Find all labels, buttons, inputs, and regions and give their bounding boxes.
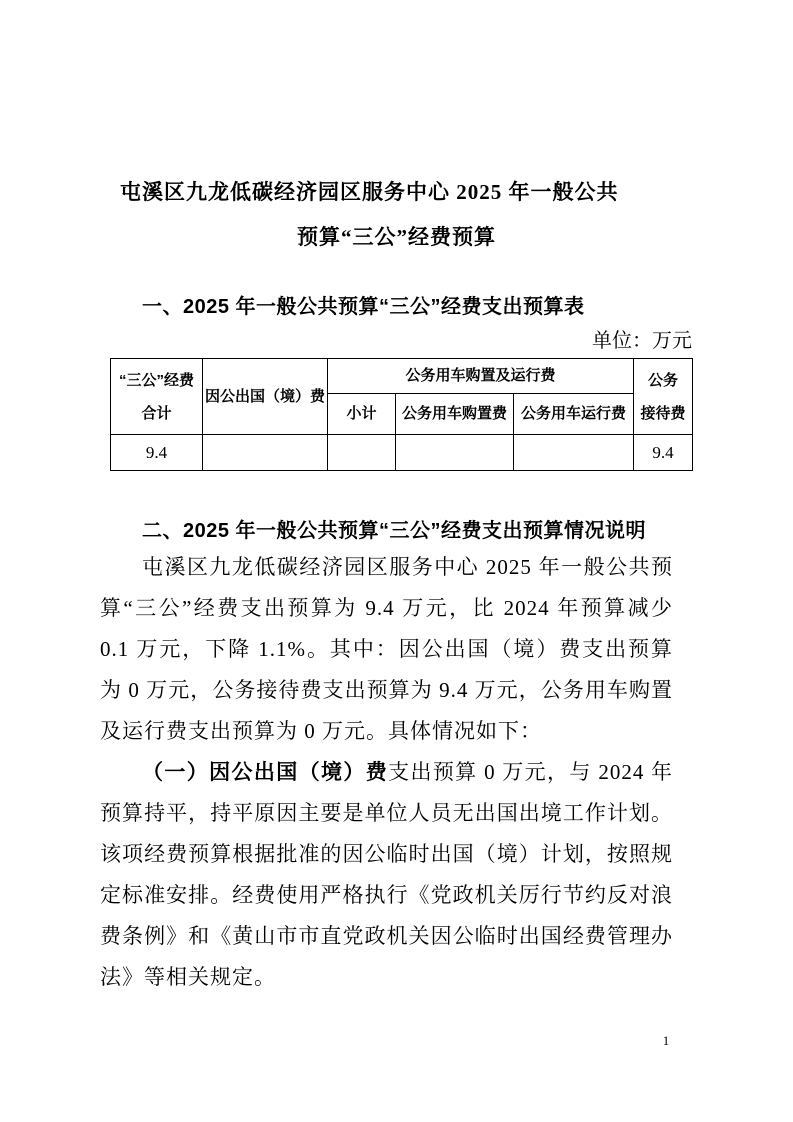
col-header-reception-line1: 公务 bbox=[648, 371, 679, 389]
document-title-line2: 预算“三公”经费预算 bbox=[297, 225, 496, 249]
section1-heading: 一、2025 年一般公共预算“三公”经费支出预算表 bbox=[142, 296, 585, 318]
body-text bbox=[100, 547, 673, 998]
sangong-budget-table bbox=[110, 358, 693, 471]
paragraph-abroad-text: 支出预算 0 万元，与 2024 年预算持平，持平原因主要是单位人员无出国出境工作计划。该项经费预算根据批准的因公临时出国（境）计划，按照规定标准安排。经费使用严格执行《党政机关厉行节约反对浪费条例》和《黄山市市直党政机关因公临时出国经费管理办法》等相关规定。 bbox=[100, 760, 674, 989]
col-header-vehicle-operation: 公务用车运行费 bbox=[514, 394, 634, 435]
paragraph-abroad bbox=[100, 752, 673, 998]
col-header-reception bbox=[634, 359, 693, 435]
col-header-vehicle-purchase: 公务用车购置费 bbox=[396, 394, 514, 435]
cell-vehicle-operation bbox=[514, 435, 634, 471]
table-row bbox=[111, 435, 693, 471]
col-header-sangong-total-line1: “三公”经费 bbox=[118, 371, 194, 389]
cell-vehicle-subtotal bbox=[328, 435, 396, 471]
page-number: 1 bbox=[662, 1033, 670, 1048]
paragraph-overview: 屯溪区九龙低碳经济园区服务中心 2025 年一般公共预算“三公”经费支出预算为 9.4 万元，比 2024 年预算减少 0.1 万元，下降 1.1%。其中：因公出国（境）费支出预算为 0 万元，公务接待费支出预算为 9.4 万元，公务用车购置及运行费支出预算为 0 万元。具体情况如下： bbox=[100, 555, 673, 743]
col-header-vehicle-subtotal: 小计 bbox=[328, 394, 396, 435]
section2-heading: 二、2025 年一般公共预算“三公”经费支出预算情况说明 bbox=[142, 520, 647, 542]
col-header-abroad: 因公出国（境）费 bbox=[203, 359, 328, 435]
table-unit-label: 单位：万元 bbox=[592, 330, 692, 352]
cell-abroad bbox=[203, 435, 328, 471]
cell-reception: 9.4 bbox=[634, 435, 693, 471]
col-header-sangong-total-line2: 合计 bbox=[141, 404, 172, 422]
paragraph-abroad-lead: （一）因公出国（境）费 bbox=[142, 760, 389, 784]
col-header-reception-line2: 接待费 bbox=[640, 404, 686, 422]
cell-sangong-total: 9.4 bbox=[111, 435, 203, 471]
col-header-sangong-total bbox=[111, 359, 203, 435]
document-title-line1: 屯溪区九龙低碳经济园区服务中心 2025 年一般公共 bbox=[120, 180, 619, 204]
cell-vehicle-purchase bbox=[396, 435, 514, 471]
col-header-vehicle-group: 公务用车购置及运行费 bbox=[328, 359, 634, 394]
